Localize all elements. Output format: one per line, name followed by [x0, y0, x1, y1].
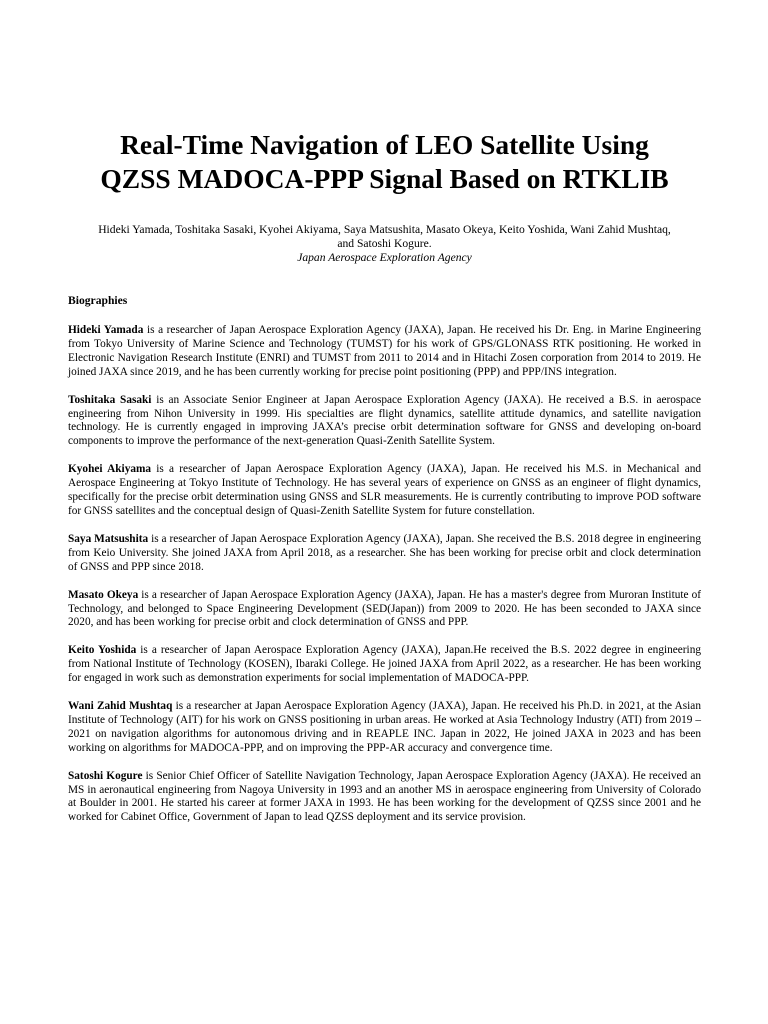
bio-name: Wani Zahid Mushtaq [68, 700, 173, 713]
title-line-1: Real-Time Navigation of LEO Satellite Using [120, 129, 649, 160]
paper-page [68, 0, 701, 837]
bio-text: is a researcher of Japan Aerospace Exploration Agency (JAXA), Japan. She received the B.S. 2018 degree in engineering from Keio University. She joined JAXA from April 2018, as a researcher. She has been working for precise orbit and clock determination of GNSS and PPP since 2018. [68, 532, 701, 573]
bio-paragraph [68, 644, 701, 686]
section-heading-biographies: Biographies [68, 294, 128, 307]
bio-paragraph [68, 463, 701, 519]
bio-name: Saya Matsushita [68, 532, 149, 545]
bio-text: is a researcher at Japan Aerospace Exploration Agency (JAXA), Japan. He received his Ph.D. in 2021, at the Asian Institute of Technology (AIT) for his work on GNSS positioning in urban areas. He worked at Asia Technology Industry (ATI) from 2019 – 2021 on navigation algorithms for autonomous driving and in REAPLE INC. Japan in 2022, He joined JAXA in 2023 and has been working on algorithms for MADOCA-PPP, and on improving the PPP-AR accuracy and convergence time. [68, 700, 701, 754]
affiliation: Japan Aerospace Exploration Agency [297, 251, 472, 264]
bio-name: Hideki Yamada [68, 324, 144, 336]
bio-paragraph [68, 770, 701, 826]
title-line-2: QZSS MADOCA-PPP Signal Based on RTKLIB [100, 163, 669, 194]
paper-title [68, 128, 701, 196]
bio-name: Kyohei Akiyama [68, 463, 152, 476]
bio-text: is a researcher of Japan Aerospace Exploration Agency (JAXA), Japan. He received his Dr. Eng. in Marine Engineering from Tokyo University of Marine Science and Technology (TUMST) for his work of GPS/GLONASS RTK positioning. He worked in Electronic Navigation Research Institute (ENRI) and TUMST from 2011 to 2014 and in Hitachi Zosen corporation from 2014 to 2019. He joined JAXA since 2019, and he has been currently working for precise point positioning (PPP) and PPP/INS integration. [68, 324, 701, 378]
bio-text: is a researcher of Japan Aerospace Exploration Agency (JAXA), Japan. He received his M.S. in Mechanical and Aerospace Engineering at Tokyo Institute of Technology. He has several years of experience on GNSS as an engineer of flight dynamics, specifically for the precise orbit determination using GNSS and SLR measurements. He is currently contributing to improve POD software for GNSS satellites and the conceptual design of Quasi-Zenith Satellite System for future constellation. [68, 463, 702, 517]
bio-text: is a researcher of Japan Aerospace Exploration Agency (JAXA), Japan.He received the B.S. 2022 degree in engineering from National Institute of Technology (KOSEN), Ibaraki College. He joined JAXA from April 2022, as a researcher. He has been working for engaged in work such as demonstration experiments for social implementation of MADOCA-PPP. [68, 644, 701, 685]
bio-paragraph [68, 589, 701, 631]
bio-paragraph [68, 394, 701, 450]
author-list [68, 223, 701, 251]
bio-text: is a researcher of Japan Aerospace Exploration Agency (JAXA), Japan. He has a master's degree from Muroran Institute of Technology, and belonged to Space Engineering Development (SED(Japan)) from 2009 to 2020. He has been seconded to JAXA since 2020, and has been working for precise orbit and clock determination of GNSS and PPP. [68, 588, 701, 629]
bio-paragraph [68, 324, 701, 380]
bio-text: is an Associate Senior Engineer at Japan Aerospace Exploration Agency (JAXA). He received a B.S. in aerospace engineering from Nihon University in 1999. His specialties are flight dynamics, satellite attitude dynamics, and satellite navigation technology. He is currently engaged in improving JAXA’s precise orbit determination software for GNSS and developing on-board components to improve the performance of the next-generation Quasi-Zenith Satellite System. [68, 393, 701, 448]
bio-paragraph [68, 533, 701, 575]
bio-name: Keito Yoshida [68, 644, 137, 657]
authors-line-2: and Satoshi Kogure. [337, 237, 432, 250]
authors-line-1: Hideki Yamada, Toshitaka Sasaki, Kyohei Akiyama, Saya Matsushita, Masato Okeya, Keito Yoshida, Wani Zahid Mushtaq, [98, 223, 671, 236]
bio-name: Masato Okeya [68, 588, 139, 601]
bio-text: is Senior Chief Officer of Satellite Navigation Technology, Japan Aerospace Exploration Agency (JAXA). He received an MS in aeronautical engineering from Nagoya University in 1993 and an another MS in aerospace engineering from University of Colorado at Boulder in 2001. He started his career at former JAXA in 1993. He has been working for the development of QZSS since 2001 and he worked for Cabinet Office, Government of Japan to lead QZSS deployment and its service provision. [68, 769, 701, 824]
bio-paragraph [68, 700, 701, 756]
bio-name: Toshitaka Sasaki [68, 393, 152, 406]
bio-name: Satoshi Kogure [68, 769, 143, 782]
